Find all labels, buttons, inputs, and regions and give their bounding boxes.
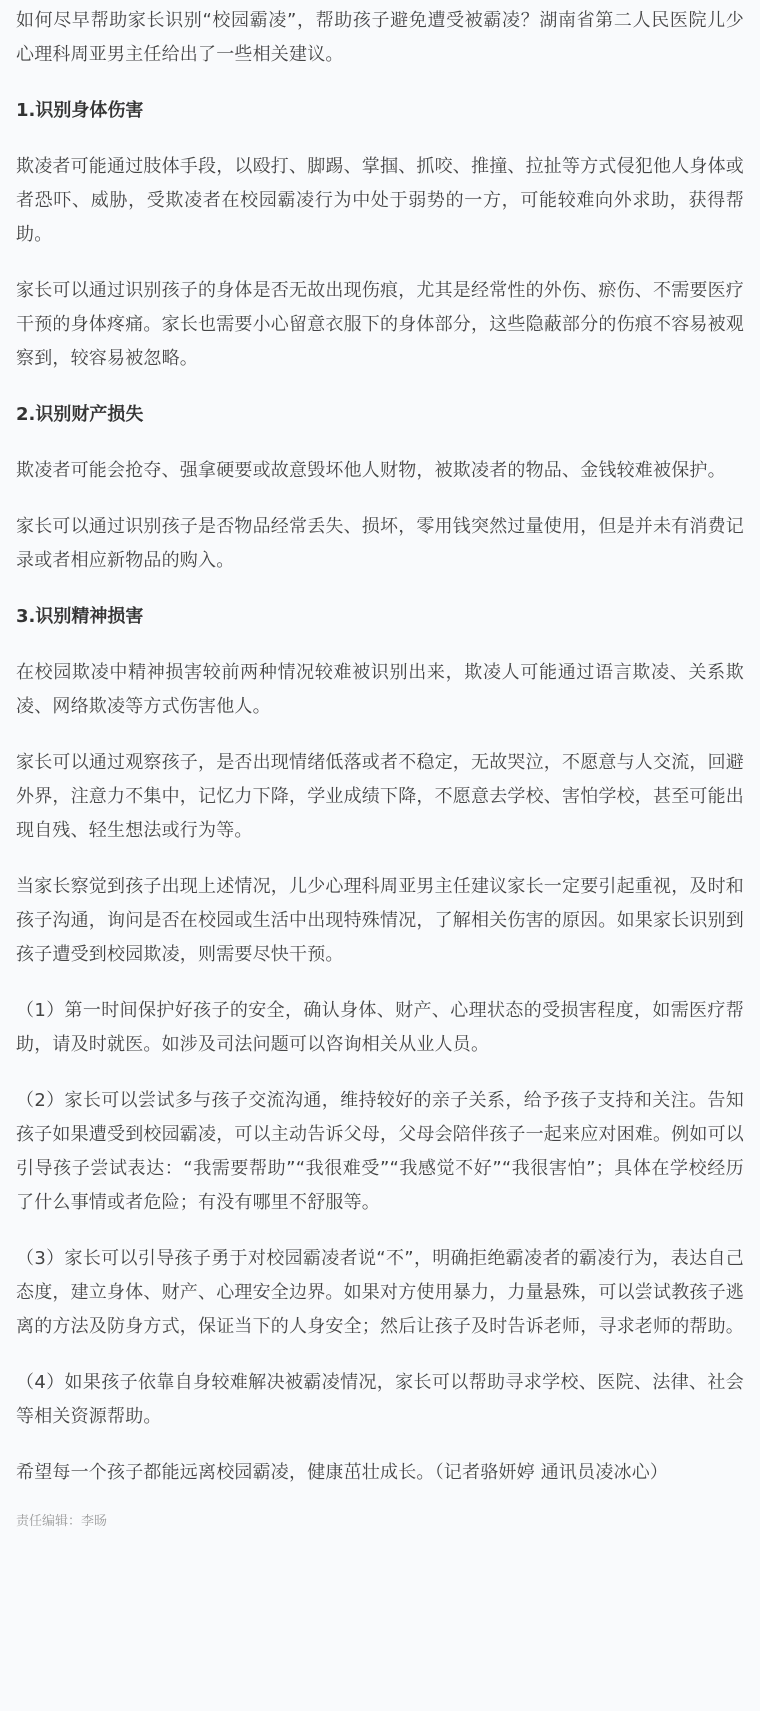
section3-paragraph-1: 在校园欺凌中精神损害较前两种情况较难被识别出来，欺凌人可能通过语言欺凌、关系欺凌、网络欺凌等方式伤害他人。 [16, 662, 744, 717]
advice-item-1: （1）第一时间保护好孩子的安全，确认身体、财产、心理状态的受损害程度，如需医疗帮助，请及时就医。如涉及司法问题可以咨询相关从业人员。 [16, 1000, 744, 1055]
intro-paragraph: 如何尽早帮助家长识别“校园霸凌”，帮助孩子避免遭受被霸凌？湖南省第二人民医院儿少心理科周亚男主任给出了一些相关建议。 [16, 10, 744, 65]
advice-item-4: （4）如果孩子依靠自身较难解决被霸凌情况，家长可以帮助寻求学校、医院、法律、社会等相关资源帮助。 [16, 1372, 744, 1427]
section3-paragraph-3: 当家长察觉到孩子出现上述情况，儿少心理科周亚男主任建议家长一定要引起重视，及时和孩子沟通，询问是否在校园或生活中出现特殊情况，了解相关伤害的原因。如果家长识别到孩子遭受到校园欺凌，则需要尽快干预。 [16, 876, 744, 965]
section-heading-physical-harm: 1.识别身体伤害 [16, 100, 144, 121]
section-heading-mental-harm: 3.识别精神损害 [16, 606, 144, 627]
section3-paragraph-2: 家长可以通过观察孩子，是否出现情绪低落或者不稳定，无故哭泣，不愿意与人交流，回避外界，注意力不集中，记忆力下降，学业成绩下降，不愿意去学校、害怕学校，甚至可能出现自残、轻生想法或行为等。 [16, 752, 744, 841]
section-heading-property-loss: 2.识别财产损失 [16, 404, 144, 425]
section2-paragraph-1: 欺凌者可能会抢夺、强拿硬要或故意毁坏他人财物，被欺凌者的物品、金钱较难被保护。 [16, 460, 726, 481]
responsible-editor: 责任编辑：李旸 [16, 1514, 108, 1529]
section1-paragraph-2: 家长可以通过识别孩子的身体是否无故出现伤痕，尤其是经常性的外伤、瘀伤、不需要医疗干预的身体疼痛。家长也需要小心留意衣服下的身体部分，这些隐蔽部分的伤痕不容易被观察到，较容易被忽略。 [16, 280, 744, 369]
advice-item-2: （2）家长可以尝试多与孩子交流沟通，维持较好的亲子关系，给予孩子支持和关注。告知孩子如果遭受到校园霸凌，可以主动告诉父母，父母会陪伴孩子一起来应对困难。例如可以引导孩子尝试表达：“我需要帮助”“我很难受”“我感觉不好”“我很害怕”；具体在学校经历了什么事情或者危险；有没有哪里不舒服等。 [16, 1090, 744, 1213]
section1-paragraph-1: 欺凌者可能通过肢体手段，以殴打、脚踢、掌掴、抓咬、推撞、拉扯等方式侵犯他人身体或者恐吓、威胁，受欺凌者在校园霸凌行为中处于弱势的一方，可能较难向外求助，获得帮助。 [16, 156, 744, 245]
advice-item-3: （3）家长可以引导孩子勇于对校园霸凌者说“不”，明确拒绝霸凌者的霸凌行为，表达自己态度，建立身体、财产、心理安全边界。如果对方使用暴力，力量悬殊，可以尝试教孩子逃离的方法及防身方式，保证当下的人身安全；然后让孩子及时告诉老师，寻求老师的帮助。 [16, 1248, 744, 1337]
closing-paragraph: 希望每一个孩子都能远离校园霸凌，健康茁壮成长。（记者骆妍婷 通讯员凌冰心） [16, 1462, 669, 1483]
section2-paragraph-2: 家长可以通过识别孩子是否物品经常丢失、损坏，零用钱突然过量使用，但是并未有消费记录或者相应新物品的购入。 [16, 516, 744, 571]
